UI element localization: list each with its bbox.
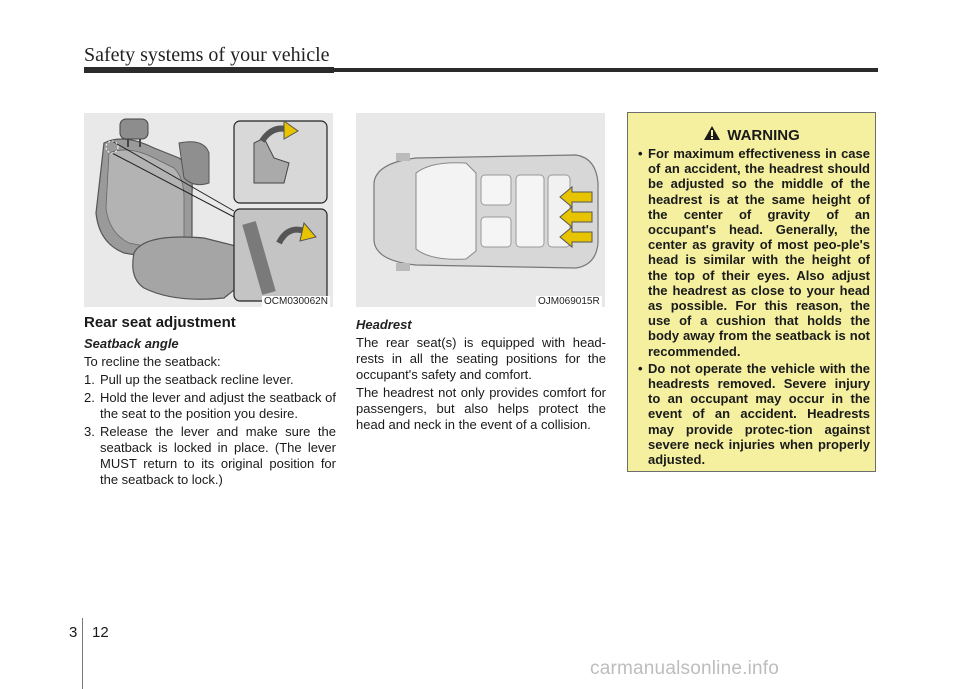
chapter-number: 3 <box>69 624 78 641</box>
header-rule-accent <box>84 67 334 73</box>
subheading-headrest: Headrest <box>356 317 412 332</box>
warning-list <box>638 146 870 469</box>
figure-code-car: OJM069015R <box>538 296 600 307</box>
warning-item: • For maximum effectiveness in case of an accident, the headrest should be adjusted so the middle of the headrest is at the same height of the center of gravity of an occupant's head. Generally, the center as gravity of most peo-ple's head is similar with the height of the top of their eyes. Also adjust the headrest as close to your head as possible. For this reason, the use of a cushion that holds the body away from the seatback is not recommended. <box>638 146 870 359</box>
page-number: 12 <box>92 624 109 641</box>
recline-intro: To recline the seatback: <box>84 354 221 369</box>
step-item: 2. Hold the lever and adjust the seatback of the seat to the position you desire. <box>84 390 336 421</box>
warning-box <box>627 112 876 472</box>
vehicle-topview-illustration <box>356 113 605 307</box>
subheading-seatback-angle: Seatback angle <box>84 336 179 351</box>
section-heading-rear-seat: Rear seat adjustment <box>84 314 236 331</box>
figure-code-seat: OCM030062N <box>264 296 328 307</box>
rear-seat-illustration <box>84 113 333 307</box>
headrest-paragraph-2: The headrest not only provides comfort for passengers, but also helps protect the head and neck in the event of a collision. <box>356 385 606 432</box>
warning-header <box>628 125 875 146</box>
warning-item: • Do not operate the vehicle with the headrests removed. Severe injury to an occupant may occur in the event of an accident. Headrests may provide protec-tion against severe neck injuries when properly adjusted. <box>638 360 870 468</box>
headrest-section <box>356 315 606 435</box>
step-item: 3. Release the lever and make sure the seatback is locked in place. (The lever MUST return to its original position for the seatback to lock.) <box>84 424 336 487</box>
headrest-paragraph-1: The rear seat(s) is equipped with head-rests in all the seating positions for the occupant's safety and comfort. <box>356 335 606 382</box>
warning-triangle-icon <box>703 125 721 146</box>
watermark: carmanualsonline.info <box>590 658 780 679</box>
rear-seat-section <box>84 315 336 490</box>
recline-steps <box>84 372 336 488</box>
page-header-title: Safety systems of your vehicle <box>84 44 330 66</box>
footer-rule <box>82 618 83 689</box>
warning-title: WARNING <box>727 127 800 144</box>
step-item: 1. Pull up the seatback recline lever. <box>84 372 294 387</box>
